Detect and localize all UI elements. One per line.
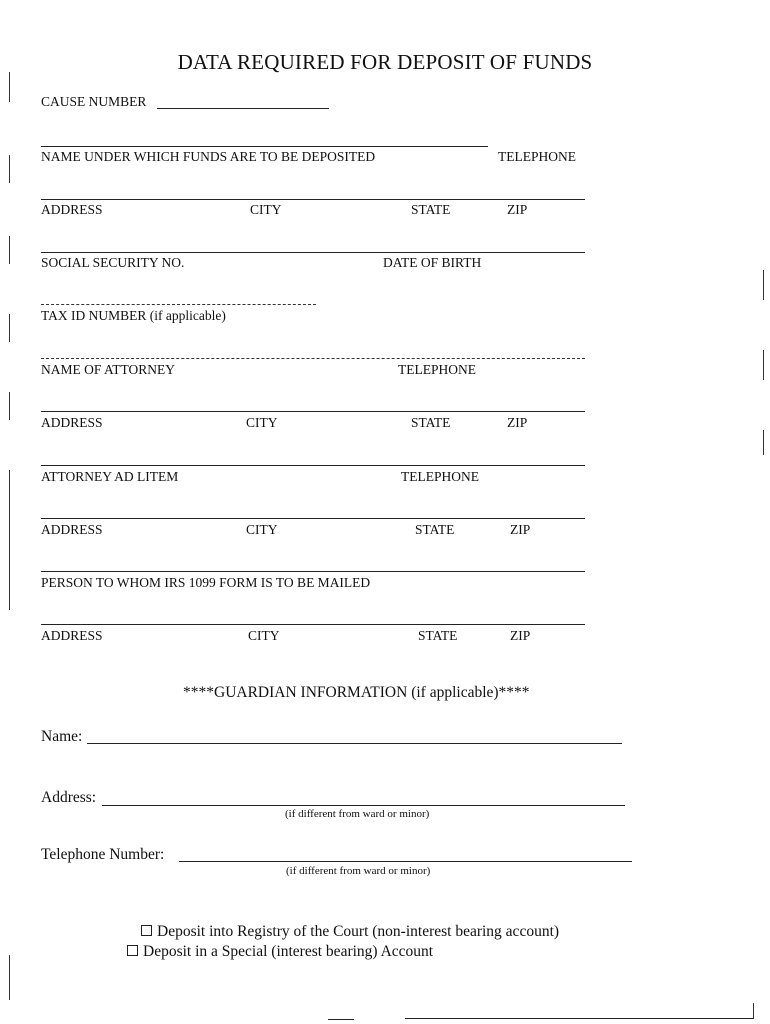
- irs-zip-label: ZIP: [510, 628, 531, 643]
- scan-mark-left-4: [9, 314, 10, 342]
- attorney-address-label: ADDRESS: [41, 415, 103, 430]
- form-title: DATA REQUIRED FOR DEPOSIT OF FUNDS: [177, 50, 593, 74]
- tax-id-field[interactable]: [41, 304, 316, 305]
- scan-mark-left-3: [9, 236, 10, 264]
- attorney-telephone-label: TELEPHONE: [398, 362, 476, 377]
- ssn-label: SOCIAL SECURITY NO.: [41, 255, 185, 270]
- registry-deposit-option[interactable]: [141, 923, 559, 941]
- cause-number-label: CAUSE NUMBER: [41, 94, 147, 109]
- attorney-name-label: NAME OF ATTORNEY: [41, 362, 176, 377]
- guardian-address-label: Address:: [41, 789, 97, 806]
- irs-person-label: PERSON TO WHOM IRS 1099 FORM IS TO BE MAILED: [41, 575, 371, 590]
- scan-mark-bottom: [328, 1019, 354, 1020]
- deposit-zip-label: ZIP: [507, 202, 528, 217]
- special-deposit-checkbox[interactable]: [127, 945, 138, 956]
- special-deposit-label: Deposit in a Special (interest bearing) Account: [143, 943, 434, 960]
- deposit-address-label: ADDRESS: [41, 202, 103, 217]
- ad-litem-address-label: ADDRESS: [41, 522, 103, 537]
- ad-litem-city-label: CITY: [246, 522, 278, 537]
- signature-line-end: [753, 1003, 754, 1019]
- deposit-address-field[interactable]: [41, 199, 585, 200]
- scan-mark-right-2: [763, 350, 764, 380]
- attorney-zip-label: ZIP: [507, 415, 528, 430]
- registry-deposit-checkbox[interactable]: [141, 925, 152, 936]
- registry-deposit-label: Deposit into Registry of the Court (non-interest bearing account): [157, 923, 560, 940]
- ad-litem-label: ATTORNEY AD LITEM: [41, 469, 179, 484]
- deposit-name-field[interactable]: [41, 146, 488, 147]
- guardian-heading: ****GUARDIAN INFORMATION (if applicable)****: [183, 684, 530, 701]
- deposit-city-label: CITY: [250, 202, 282, 217]
- guardian-name-label: Name:: [41, 728, 83, 745]
- irs-state-label: STATE: [418, 628, 458, 643]
- irs-address-label: ADDRESS: [41, 628, 103, 643]
- ad-litem-zip-label: ZIP: [510, 522, 531, 537]
- attorney-city-label: CITY: [246, 415, 278, 430]
- ad-litem-address-field[interactable]: [41, 518, 585, 519]
- deposit-telephone-label: TELEPHONE: [498, 149, 576, 164]
- tax-id-label: TAX ID NUMBER (if applicable): [41, 308, 226, 323]
- irs-address-field[interactable]: [41, 624, 585, 625]
- scan-mark-left-2: [9, 155, 10, 183]
- scan-mark-right-3: [763, 430, 764, 455]
- guardian-telephone-field[interactable]: [179, 861, 632, 862]
- scan-mark-left-1: [9, 72, 10, 102]
- scan-mark-left-5: [9, 392, 10, 420]
- guardian-name-field[interactable]: [87, 743, 622, 744]
- cause-number-field[interactable]: [157, 108, 329, 109]
- dob-label: DATE OF BIRTH: [383, 255, 482, 270]
- irs-city-label: CITY: [248, 628, 280, 643]
- attorney-state-label: STATE: [411, 415, 451, 430]
- guardian-telephone-note: (if different from ward or minor): [286, 865, 431, 877]
- attorney-address-field[interactable]: [41, 411, 585, 412]
- guardian-telephone-label: Telephone Number:: [41, 846, 165, 863]
- irs-person-field[interactable]: [41, 571, 585, 572]
- guardian-address-note: (if different from ward or minor): [285, 808, 430, 820]
- signature-line[interactable]: [405, 1018, 753, 1019]
- deposit-name-label: NAME UNDER WHICH FUNDS ARE TO BE DEPOSITED: [41, 149, 376, 164]
- ad-litem-field[interactable]: [41, 465, 585, 466]
- ad-litem-telephone-label: TELEPHONE: [401, 469, 479, 484]
- deposit-state-label: STATE: [411, 202, 451, 217]
- scan-mark-left-6: [9, 470, 10, 610]
- attorney-name-field[interactable]: [41, 358, 585, 359]
- scan-mark-left-7: [9, 955, 10, 1000]
- ad-litem-state-label: STATE: [415, 522, 455, 537]
- ssn-dob-field[interactable]: [41, 252, 585, 253]
- guardian-address-field[interactable]: [102, 805, 625, 806]
- scan-mark-right-1: [763, 270, 764, 300]
- special-deposit-option[interactable]: [127, 943, 433, 961]
